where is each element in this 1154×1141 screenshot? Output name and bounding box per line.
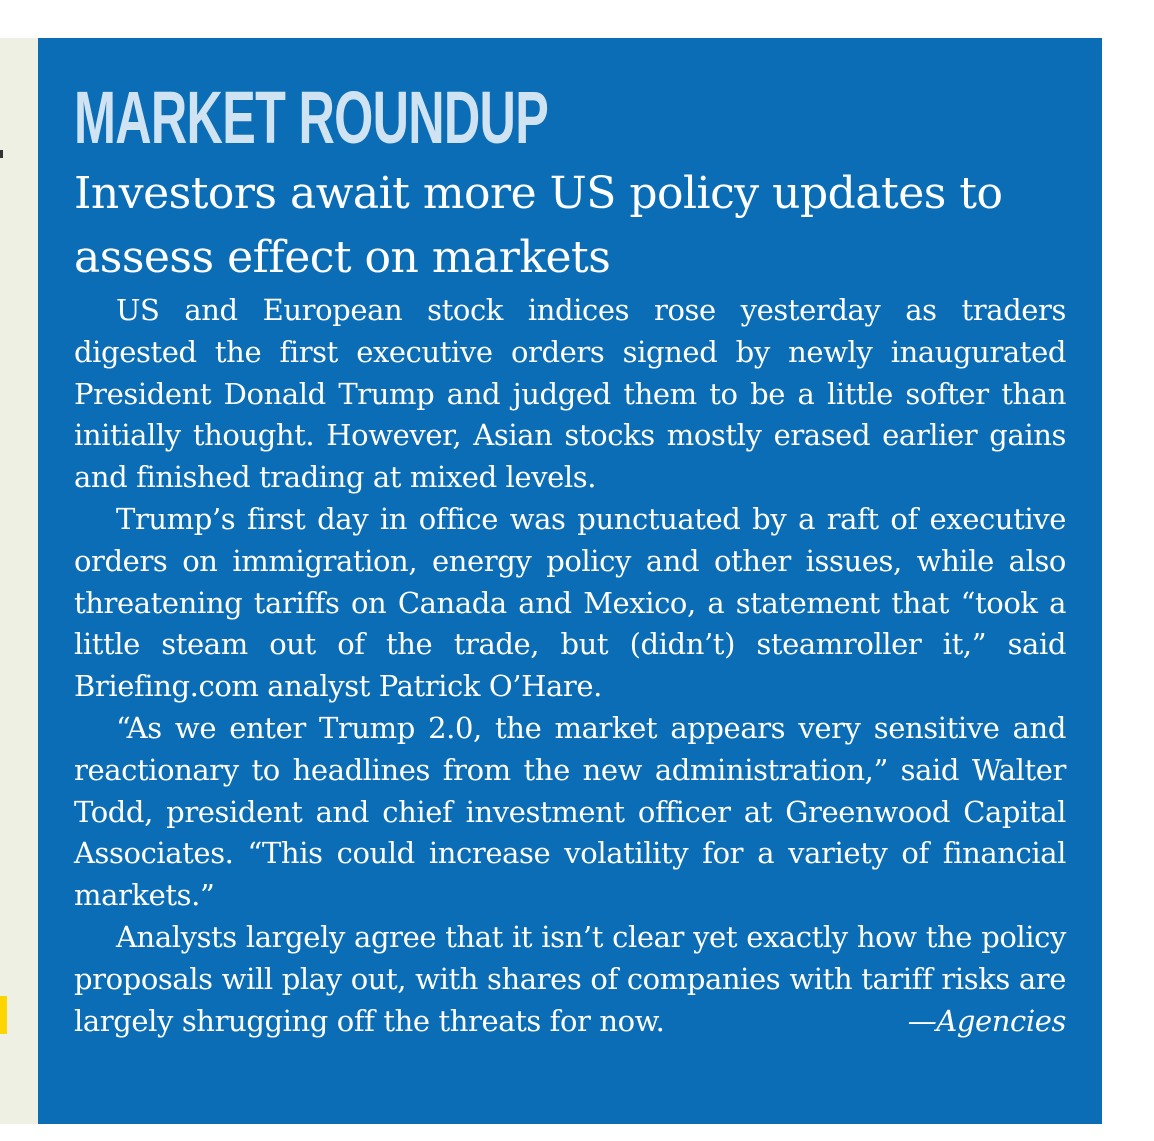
article-headline: Investors await more US policy updates to assess effect on markets: [74, 168, 1003, 283]
article-paragraph-last: [74, 917, 1066, 1042]
article-paragraph: US and European stock indices rose yesterday as traders digested the first executive orders signed by newly inaugurated President Donald Trump and judged them to be a little softer than initially thought. However, Asian stocks mostly erased earlier gains and finished trading at mixed levels.: [74, 293, 1066, 495]
article-paragraph: “As we enter Trump 2.0, the market appears very sensitive and reactionary to headlines from the new administration,” said Walter Todd, president and chief investment officer at Greenwood Capital Associates. “This could increase volatility for a variety of financial markets.”: [74, 710, 1066, 913]
article-credit: —Agencies: [907, 1003, 1066, 1038]
adjacent-column-mark: [0, 150, 3, 158]
adjacent-column-strip: [0, 38, 38, 1124]
yellow-side-marker: [0, 996, 7, 1034]
section-kicker: MARKET ROUNDUP: [74, 76, 549, 159]
article-body: [74, 290, 1066, 1042]
article-paragraph-text: Analysts largely agree that it isn’t clear yet exactly how the policy proposals will play out, with shares of companies with tariff risks are largely shrugging off the threats for now.: [74, 919, 1066, 1038]
article-paragraph: Trump’s first day in office was punctuated by a raft of executive orders on immigration, energy policy and other issues, while also threatening tariffs on Canada and Mexico, a statement that “took a little steam out of the trade, but (didn’t) steamroller it,” said Briefing.com analyst Patrick O’Hare.: [74, 501, 1066, 704]
market-roundup-box: [38, 38, 1102, 1124]
